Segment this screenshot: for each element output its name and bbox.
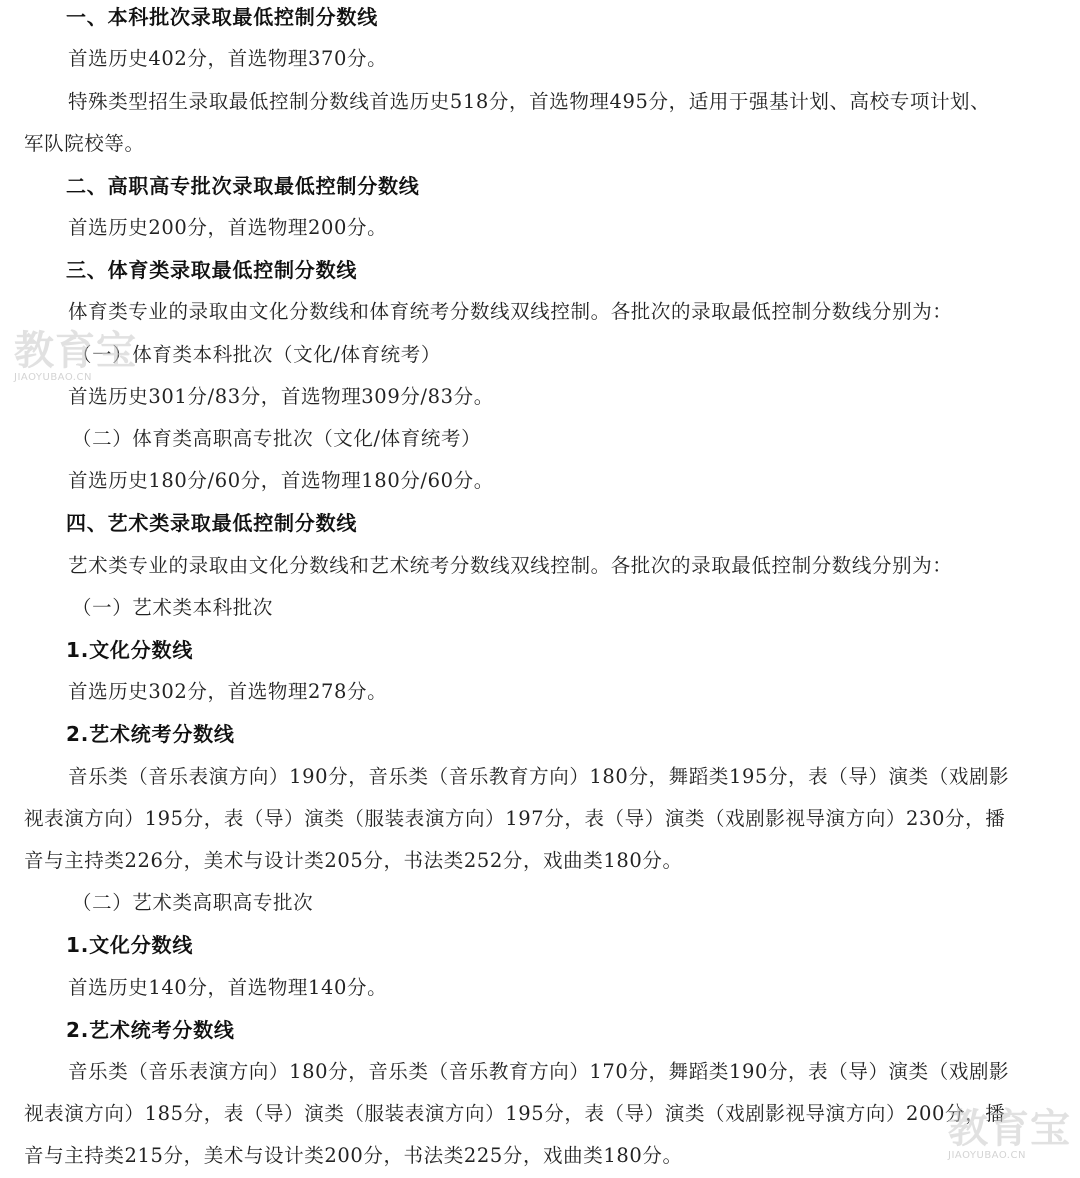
paragraph: 音乐类（音乐表演方向）180分，音乐类（音乐教育方向）170分，舞蹈类190分，表（导）演类（戏剧影 bbox=[68, 1060, 1010, 1083]
paragraph: 音与主持类226分，美术与设计类205分，书法类252分，戏曲类180分。 bbox=[24, 849, 683, 872]
subheading: 2.艺术统考分数线 bbox=[66, 722, 235, 746]
subheading: （一）艺术类本科批次 bbox=[72, 596, 274, 619]
paragraph: 军队院校等。 bbox=[24, 132, 145, 155]
subheading: （二）艺术类高职高专批次 bbox=[72, 891, 314, 914]
paragraph: 首选历史301分/83分，首选物理309分/83分。 bbox=[68, 385, 494, 408]
paragraph: 体育类专业的录取由文化分数线和体育统考分数线双线控制。各批次的录取最低控制分数线分别为： bbox=[68, 300, 953, 323]
paragraph: 首选历史402分，首选物理370分。 bbox=[68, 47, 388, 70]
paragraph: 视表演方向）195分，表（导）演类（服装表演方向）197分，表（导）演类（戏剧影视导演方向）230分，播 bbox=[24, 807, 1006, 830]
heading-arts-line: 四、艺术类录取最低控制分数线 bbox=[66, 511, 358, 535]
paragraph: 音乐类（音乐表演方向）190分，音乐类（音乐教育方向）180分，舞蹈类195分，表（导）演类（戏剧影 bbox=[68, 765, 1010, 788]
paragraph: 艺术类专业的录取由文化分数线和艺术统考分数线双线控制。各批次的录取最低控制分数线分别为： bbox=[68, 554, 953, 577]
watermark-url: JIAOYUBAO.CN bbox=[948, 1150, 1026, 1161]
watermark-text: 教育宝 bbox=[948, 1106, 1071, 1152]
paragraph: 首选历史302分，首选物理278分。 bbox=[68, 680, 388, 703]
subheading: （二）体育类高职高专批次（文化/体育统考） bbox=[72, 427, 482, 450]
paragraph: 首选历史200分，首选物理200分。 bbox=[68, 216, 388, 239]
watermark-url: JIAOYUBAO.CN bbox=[14, 372, 92, 383]
paragraph: 特殊类型招生录取最低控制分数线首选历史518分，首选物理495分，适用于强基计划、高校专项计划、 bbox=[68, 90, 991, 113]
paragraph: 视表演方向）185分，表（导）演类（服装表演方向）195分，表（导）演类（戏剧影视导演方向）200分，播 bbox=[24, 1102, 1006, 1125]
subheading: （一）体育类本科批次（文化/体育统考） bbox=[72, 343, 441, 366]
heading-vocational-line: 二、高职高专批次录取最低控制分数线 bbox=[66, 174, 420, 198]
heading-sports-line: 三、体育类录取最低控制分数线 bbox=[66, 258, 358, 282]
heading-undergrad-line: 一、本科批次录取最低控制分数线 bbox=[66, 5, 378, 29]
subheading: 1.文化分数线 bbox=[66, 933, 194, 957]
paragraph: 音与主持类215分，美术与设计类200分，书法类225分，戏曲类180分。 bbox=[24, 1144, 683, 1167]
paragraph: 首选历史180分/60分，首选物理180分/60分。 bbox=[68, 469, 494, 492]
subheading: 2.艺术统考分数线 bbox=[66, 1018, 235, 1042]
subheading: 1.文化分数线 bbox=[66, 638, 194, 662]
paragraph: 首选历史140分，首选物理140分。 bbox=[68, 976, 388, 999]
watermark-text: 教育宝 bbox=[14, 328, 137, 374]
